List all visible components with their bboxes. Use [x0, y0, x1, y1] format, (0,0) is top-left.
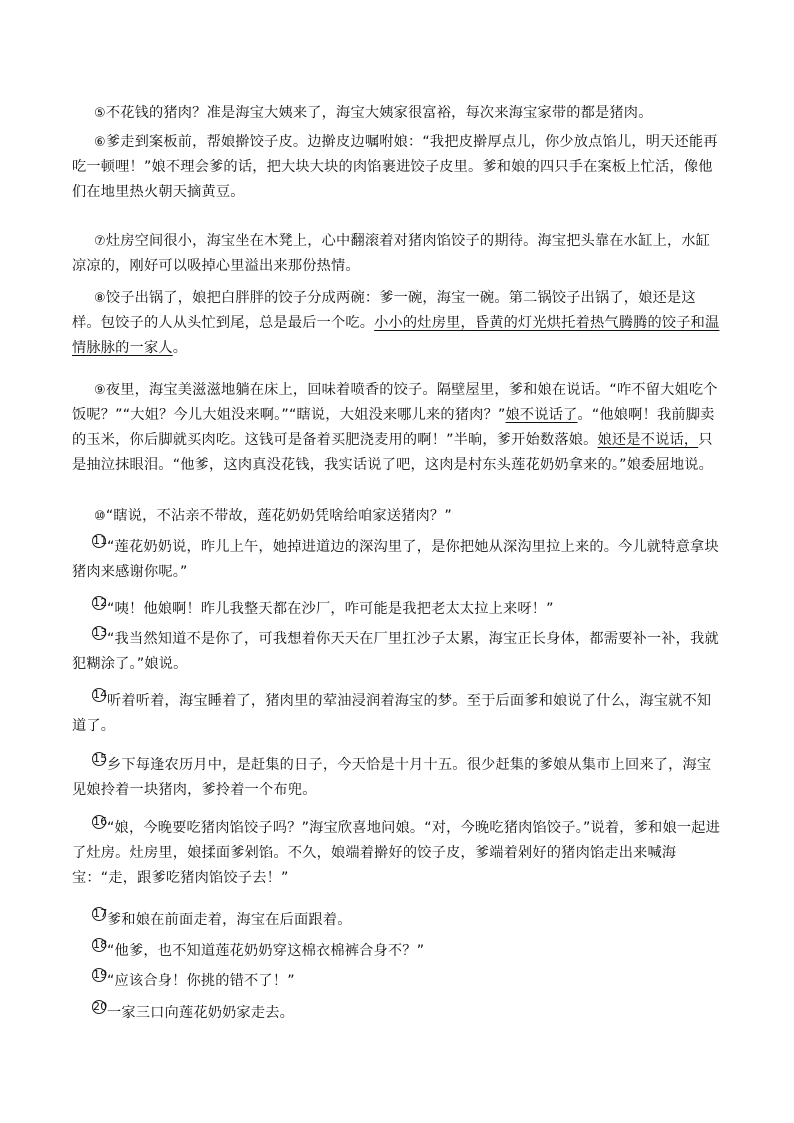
- paragraph-15: [72, 752, 724, 803]
- paragraph-text: 爹走到案板前，帮娘擀饺子皮。边擀皮边嘱咐娘：“我把皮擀厚点儿，你少放点馅儿，明天还能再吃一顿哩！”娘不理会爹的话，把大块大块的肉馅裹进饺子皮里。爹和娘的四只手在案板上忙活，像他们在地里热火朝天摘黄豆。: [72, 134, 718, 200]
- paragraph-text: 夜里，海宝美滋滋地躺在床上，回味着喷香的饺子。隔壁屋里，爹和娘在说话。“咋不留大姐吃个饭呢？”“大姐？今儿大姐没来啊。”“瞎说，大姐没来哪儿来的猪肉？”: [72, 382, 718, 423]
- paragraph-text: 不花钱的猪肉？准是海宝大姨来了，海宝大姨家很富裕，每次来海宝家带的都是猪肉。: [105, 105, 653, 121]
- paragraph-7: [72, 229, 724, 279]
- underlined-phrase-b: 娘还是不说话，: [597, 432, 699, 448]
- paragraph-number: 18: [93, 938, 108, 951]
- underlined-sentence: 小小的灶房里，昏黄的灯光烘托着热气腾腾的饺子和温情脉脉的一家人: [72, 315, 720, 356]
- paragraph-9: [72, 378, 724, 478]
- paragraph-number: ⑤: [94, 106, 106, 121]
- paragraph-18: [72, 938, 724, 964]
- paragraph-number: 14: [93, 688, 108, 701]
- paragraph-10: [72, 504, 724, 529]
- paragraph-12: [72, 596, 724, 622]
- paragraph-5: [72, 101, 724, 126]
- paragraph-number: ⑨: [94, 383, 106, 398]
- paragraph-number: 20: [93, 1000, 108, 1013]
- paragraph-16: [72, 815, 724, 891]
- paragraph-text: 乡下每逢农历月中，是赶集的日子，今天恰是十月十五。很少赶集的爹娘从集市上回来了，海宝见娘拎着一块猪肉，爹拎着一个布兜。: [72, 757, 712, 798]
- paragraph-number: 12: [93, 596, 108, 609]
- paragraph-text: “他爹，也不知道莲花奶奶穿这棉衣棉裤合身不？”: [107, 943, 425, 959]
- paragraph-text: 饺子出锅了，娘把白胖胖的饺子分成两碗：爹一碗，海宝一碗。第二锅饺子出锅了，娘还是这样。包饺子的人从头忙到尾，总是最后一个吃。: [72, 290, 696, 331]
- paragraph-text: “瞎说，不沾亲不带故，莲花奶奶凭啥给咱家送猪肉？”: [105, 508, 452, 524]
- paragraph-text: “应该合身！你挑的错不了！”: [107, 973, 295, 989]
- paragraph-14: [72, 688, 724, 739]
- paragraph-text: 只是抽泣抹眼泪。“他爹，这肉真没花钱，我实话说了吧，这肉是村东头莲花奶奶拿来的。”娘委屈地说。: [72, 432, 714, 473]
- paragraph-text: “莲花奶奶说，昨儿上午，她掉进道边的深沟里了，是你把她从深沟里拉上来的。今儿就特意拿块猪肉来感谢你呢。”: [72, 539, 719, 580]
- paragraph-number: 11: [93, 534, 108, 547]
- paragraph-number: 15: [93, 752, 108, 765]
- paragraph-number: 19: [93, 968, 108, 981]
- paragraph-number: ⑧: [94, 291, 106, 306]
- paragraph-number: 16: [93, 815, 108, 828]
- paragraph-text: 听着听着，海宝睡着了，猪肉里的荤油浸润着海宝的梦。至于后面爹和娘说了什么，海宝就不知道了。: [72, 693, 712, 734]
- paragraph-number: ⑥: [94, 135, 106, 150]
- paragraph-text: “娘，今晚要吃猪肉馅饺子吗？”海宝欣喜地问娘。“对，今晚吃猪肉馅饺子。”说着，爹和娘一起进了灶房。灶房里，娘揉面爹剁馅。不久，娘端着擀好的饺子皮，爹端着剁好的猪肉馅走出来喊海宝：“走，跟爹吃猪肉馅饺子去！”: [72, 820, 720, 886]
- paragraph-number: ⑦: [94, 234, 106, 249]
- paragraph-8: [72, 286, 724, 361]
- paragraph-text: 一家三口向莲花奶奶家走去。: [107, 1005, 295, 1021]
- paragraph-tail: 。: [172, 340, 188, 356]
- paragraph-text: 。“他娘啊！我前脚卖的玉米，你后脚就买肉吃。这钱可是备着买肥浇麦用的啊！”半晌，爹开始数落娘。: [72, 407, 715, 448]
- paragraph-6: [72, 130, 724, 205]
- paragraph-text: 灶房空间很小，海宝坐在木凳上，心中翻滚着对猪肉馅饺子的期待。海宝把头靠在水缸上，水缸凉凉的，刚好可以吸掉心里溢出来那份热情。: [72, 233, 711, 274]
- paragraph-text: “咦！他娘啊！昨儿我整天都在沙厂，咋可能是我把老太太拉上来呀！”: [107, 601, 554, 617]
- paragraph-number: 17: [93, 907, 108, 920]
- paragraph-number: 13: [93, 626, 108, 639]
- underlined-phrase-a: 娘不说话了: [505, 407, 578, 423]
- paragraph-17: [72, 907, 724, 933]
- paragraph-20: [72, 1000, 724, 1026]
- paragraph-19: [72, 968, 724, 994]
- paragraph-text: 爹和娘在前面走着，海宝在后面跟着。: [107, 912, 352, 928]
- paragraph-number: ⑩: [94, 509, 106, 524]
- paragraph-11: [72, 534, 724, 585]
- paragraph-text: “我当然知道不是你了，可我想着你天天在厂里扛沙子太累，海宝正长身体，都需要补一补，我就犯糊涂了。”娘说。: [72, 631, 719, 672]
- paragraph-13: [72, 626, 724, 677]
